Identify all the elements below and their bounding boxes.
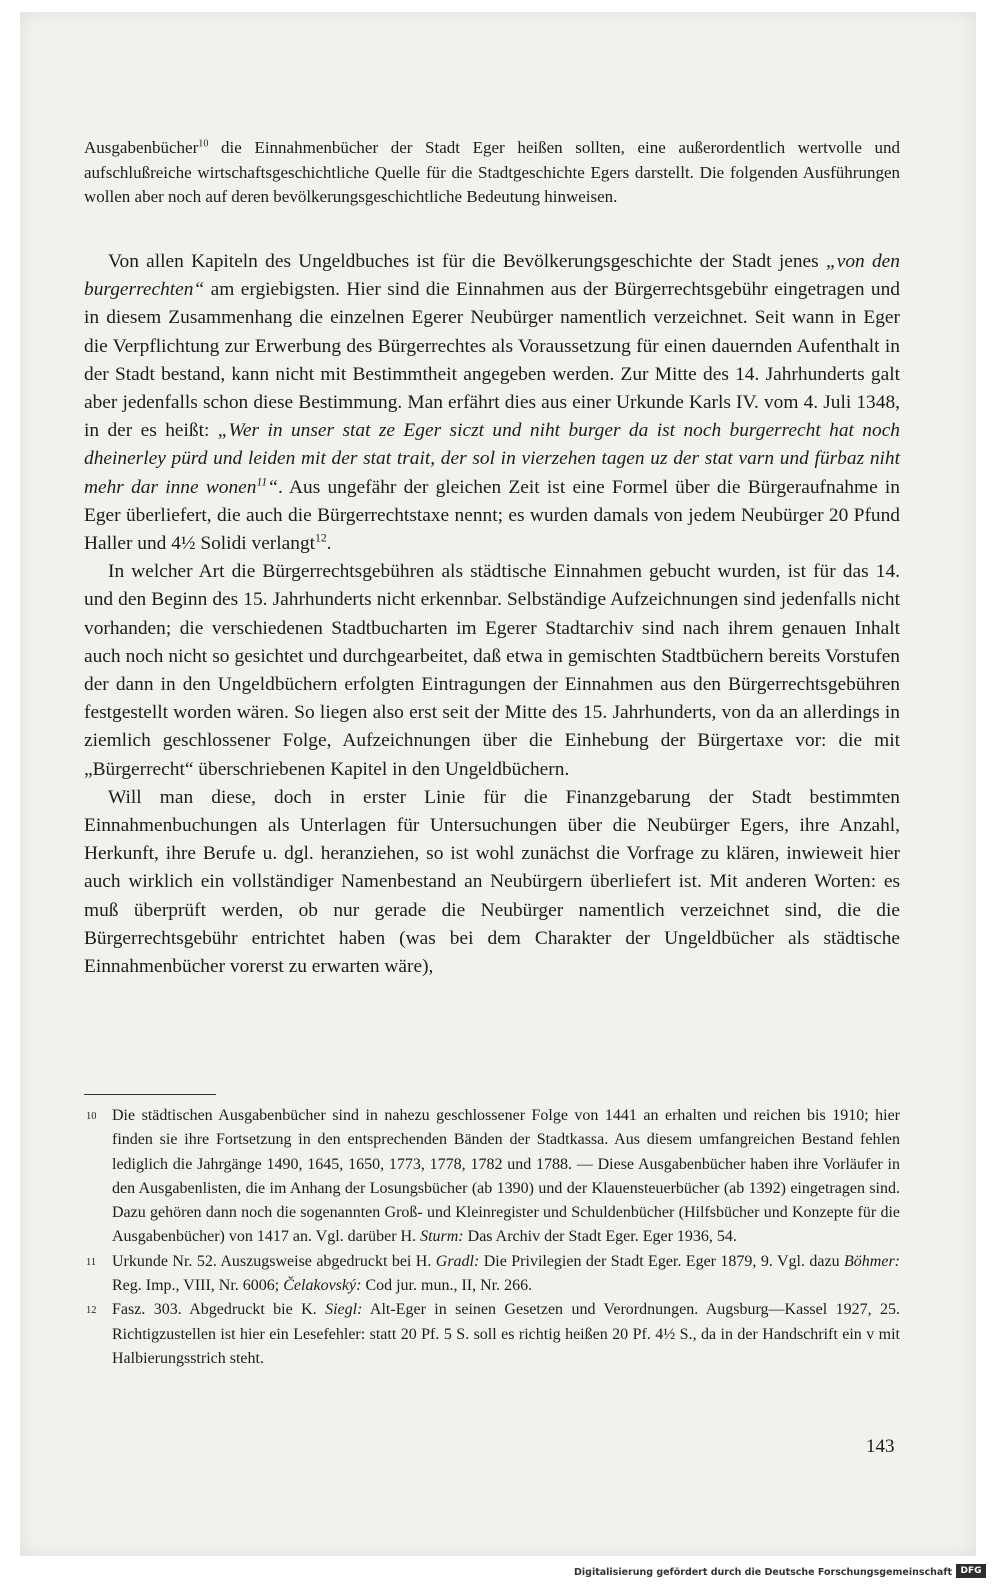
body-text	[84, 248, 900, 981]
footnote-12: 12 Fasz. 303. Abgedruckt bie K. Siegl: Alt-Eger in seinen Gesetzen und Verordnungen. Augsburg—Kassel 1927, 25. Richtigzustellen ist hier ein Lesefehler: statt 20 Pf. 5 S. soll es richtig heißen 20 Pf. 4½ S., da in der Handschrift ein v mit Halbierungsstrich steht.	[86, 1301, 900, 1367]
footnote-ref-11[interactable]: 11	[256, 475, 268, 489]
paragraph-2: In welcher Art die Bürgerrechtsgebühren als städtische Einnahmen gebucht wurden, ist für das 14. und den Beginn des 15. Jahrhunderts nicht erkennbar. Selbständige Aufzeichnungen sind jedenfalls nicht vorhanden; die verschiedenen Stadtbucharten im Egerer Stadtarchiv sind nach ihrem genauen Inhalt auch noch nicht so gesichtet und durchgearbeitet, daß etwa in gemischten Stadtbüchern bereits Vorstufen der dann in den Ungeldbüchern erfolgten Eintragungen der Einnahmen aus den Bürgerrechtsgebühren festgestellt worden wären. So liegen also erst seit der Mitte des 15. Jahrhunderts, von da an allerdings in ziemlich geschlossener Folge, Aufzeichnungen über die Einhebung der Bürgertaxe vor: die mit „Bürgerrecht“ überschriebenen Kapitel in den Ungeldbüchern.	[84, 561, 900, 780]
footnote-11: 11 Urkunde Nr. 52. Auszugsweise abgedruckt bei H. Gradl: Die Privilegien der Stadt Eger. Eger 1879, 9. Vgl. dazu Böhmer: Reg. Imp., VIII, Nr. 6006; Čelakovský: Cod jur. mun., II, Nr. 266.	[86, 1252, 900, 1295]
intro-paragraph	[84, 136, 900, 210]
page-number: 143	[866, 1436, 895, 1457]
footnote-10: 10 Die städtischen Ausgabenbücher sind in nahezu geschlossener Folge von 1441 an erhalten und reichen bis 1910; hier finden sie ihre Fortsetzung in den entsprechenden Bänden der Stadtkassa. Aus diesem umfangreichen Bestand fehlen lediglich die Jahrgänge 1490, 1645, 1650, 1773, 1778, 1782 und 1788. — Diese Ausgabenbücher haben ihre Vorläufer in den Ausgabenlisten, die im Anhang der Losungsbücher (ab 1390) und der Klauensteuerbücher (ab 1392) eingetragen sind. Dazu gehören dann noch die sogenannten Groß- und Kleinregister und Schuldenbücher (Hilfsbücher und Konzepte für die Ausgabenbücher) von 1417 an. Vgl. darüber H. Sturm: Das Archiv der Stadt Eger. Eger 1936, 54.	[86, 1107, 900, 1246]
scanned-page	[20, 12, 976, 1556]
dfg-logo: DFG	[956, 1564, 986, 1578]
footnotes	[86, 1104, 900, 1371]
footnote-ref-12[interactable]: 12	[315, 531, 327, 545]
footnote-ref-10[interactable]: 10	[198, 138, 209, 150]
footnote-number: 11	[86, 1256, 97, 1268]
paragraph-1: Von allen Kapiteln des Ungeldbuches ist für die Bevölkerungsgeschichte der Stadt jenes „von den burgerrechten“ am ergiebigsten. Hier sind die Einnahmen aus der Bürgerrechtsgebühr eingetragen und in diesem Zusammenhang die einzelnen Egerer Neubürger namentlich verzeichnet. Seit wann in Eger die Verpflichtung zur Erwerbung des Bürgerrechtes als Voraussetzung für einen dauernden Aufenthalt in der Stadt bestand, kann nicht mit Bestimmtheit angegeben werden. Zur Mitte des 14. Jahrhunderts galt aber jedenfalls schon diese Bestimmung. Man erfährt dies aus einer Urkunde Karls IV. vom 4. Juli 1348, in der es heißt: „Wer in unser stat ze Eger siczt und niht burger da ist noch burgerrecht hat noch dheinerley pürd und leiden mit der stat trait, der sol in vierzehen tagen uz der stat varn und fürbaz niht mehr dar inne wonen$^{11}$“. Aus ungefähr der gleichen Zeit ist eine Formel über die Bürgeraufnahme in Eger überliefert, die auch die Bürgerrechtstaxe nennt; es wurden damals von jedem Neubürger 20 Pfund Haller und 4½ Solidi verlangt$^{12}$.	[84, 251, 900, 555]
intro-text: Ausgabenbücher$^{10}$ die Einnahmenbücher der Stadt Eger heißen sollten, eine außerordentlich wertvolle und aufschlußreiche wirtschaftsgeschichtliche Quelle für die Stadtgeschichte Egers darstellt. Die folgenden Ausführungen wollen aber noch auf deren bevölkerungsgeschichtliche Bedeutung hinweisen.	[84, 138, 900, 206]
footnote-divider	[84, 1094, 216, 1095]
digitization-credit: Digitalisierung gefördert durch die Deutsche Forschungsgemeinschaft	[574, 1567, 952, 1578]
quote-charter: „Wer in unser stat ze Eger siczt und niht burger da ist noch burgerrecht hat noch dheinerley pürd und leiden mit der stat trait, der sol in vierzehen tagen uz der stat varn und fürbaz niht mehr dar inne wonen$^{11}$“	[84, 420, 900, 498]
footnote-number: 10	[86, 1111, 97, 1122]
footnote-number: 12	[86, 1305, 97, 1317]
paragraph-3: Will man diese, doch in erster Linie für die Finanzgebarung der Stadt bestimmten Einnahmenbuchungen als Unterlagen für Untersuchungen über die Neubürger Egers, ihre Anzahl, Herkunft, ihre Berufe u. dgl. heranziehen, so ist wohl zunächst die Vorfrage zu klären, inwieweit hier auch wirklich ein vollständiger Namenbestand an Neubürgern überliefert ist. Mit anderen Worten: es muß überprüft werden, ob nur gerade die Neubürger namentlich verzeichnet sind, die die Bürgerrechtsgebühr entrichtet haben (was bei dem Charakter der Ungeldbücher als städtische Einnahmenbücher vorerst zu erwarten wäre),	[84, 786, 900, 978]
